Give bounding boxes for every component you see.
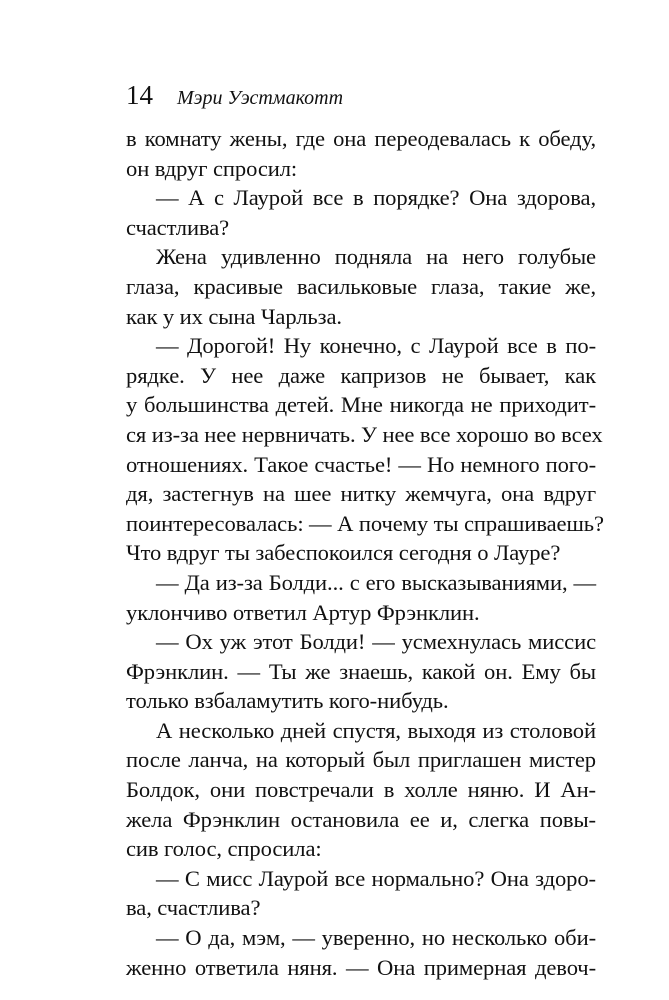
text-line: — Да из-за Болди... с его высказываниями, — bbox=[156, 569, 596, 595]
text-line: только взбаламутить кого-нибудь. bbox=[126, 688, 449, 714]
text-line: женно ответила няня. — Она примерная девоч- bbox=[126, 954, 596, 980]
text-line: у большинства детей. Мне никогда не приходит- bbox=[126, 392, 596, 418]
text-line: рядке. У нее даже капризов не бывает, как bbox=[126, 362, 596, 388]
text-line: счастлива? bbox=[126, 214, 230, 240]
text-line: он вдруг спросил: bbox=[126, 155, 298, 181]
text-line: Фрэнклин. — Ты же знаешь, какой он. Ему бы bbox=[126, 658, 596, 684]
text-line: Что вдруг ты забеспокоился сегодня о Лауре? bbox=[126, 540, 561, 566]
text-line: дя, застегнув на шее нитку жемчуга, она вдруг bbox=[126, 481, 596, 507]
text-line: ся из-за нее нервничать. У нее все хорошо во всех bbox=[126, 421, 603, 447]
text-line: жела Фрэнклин остановила ее и, слегка повы- bbox=[126, 806, 596, 832]
text-line: — Ох уж этот Болди! — усмехнулась миссис bbox=[156, 629, 596, 655]
text-line: — С мисс Лаурой все нормально? Она здоро- bbox=[156, 865, 596, 891]
text-line: А несколько дней спустя, выходя из столовой bbox=[156, 717, 596, 743]
text-line: поинтересовалась: — А почему ты спрашиваешь? bbox=[126, 510, 604, 536]
text-line: уклончиво ответил Артур Фрэнклин. bbox=[126, 599, 480, 625]
text-line: Жена удивленно подняла на него голубые bbox=[156, 244, 596, 270]
page-number: 14 bbox=[126, 80, 153, 110]
text-line: глаза, красивые васильковые глаза, такие же, bbox=[126, 273, 596, 299]
page-header bbox=[126, 78, 343, 112]
text-line: после ланча, на который был приглашен мистер bbox=[126, 747, 596, 773]
running-title: Мэри Уэстмакотт bbox=[177, 87, 344, 109]
text-line: сив голос, спросила: bbox=[126, 836, 322, 862]
text-line: — А с Лаурой все в порядке? Она здорова, bbox=[156, 185, 596, 211]
text-line: в комнату жены, где она переодевалась к обеду, bbox=[126, 126, 596, 151]
text-line: Болдок, они повстречали в холле няню. И Ан- bbox=[126, 777, 596, 803]
text-line: как у их сына Чарльза. bbox=[126, 303, 342, 329]
text-line: ва, счастлива? bbox=[126, 895, 261, 921]
text-line: — Дорогой! Ну конечно, с Лаурой все в по- bbox=[156, 333, 596, 359]
text-line: отношениях. Такое счастье! — Но немного пого- bbox=[126, 451, 596, 477]
text-line: — О да, мэм, — уверенно, но несколько оби- bbox=[156, 925, 596, 951]
body-text bbox=[126, 124, 604, 982]
